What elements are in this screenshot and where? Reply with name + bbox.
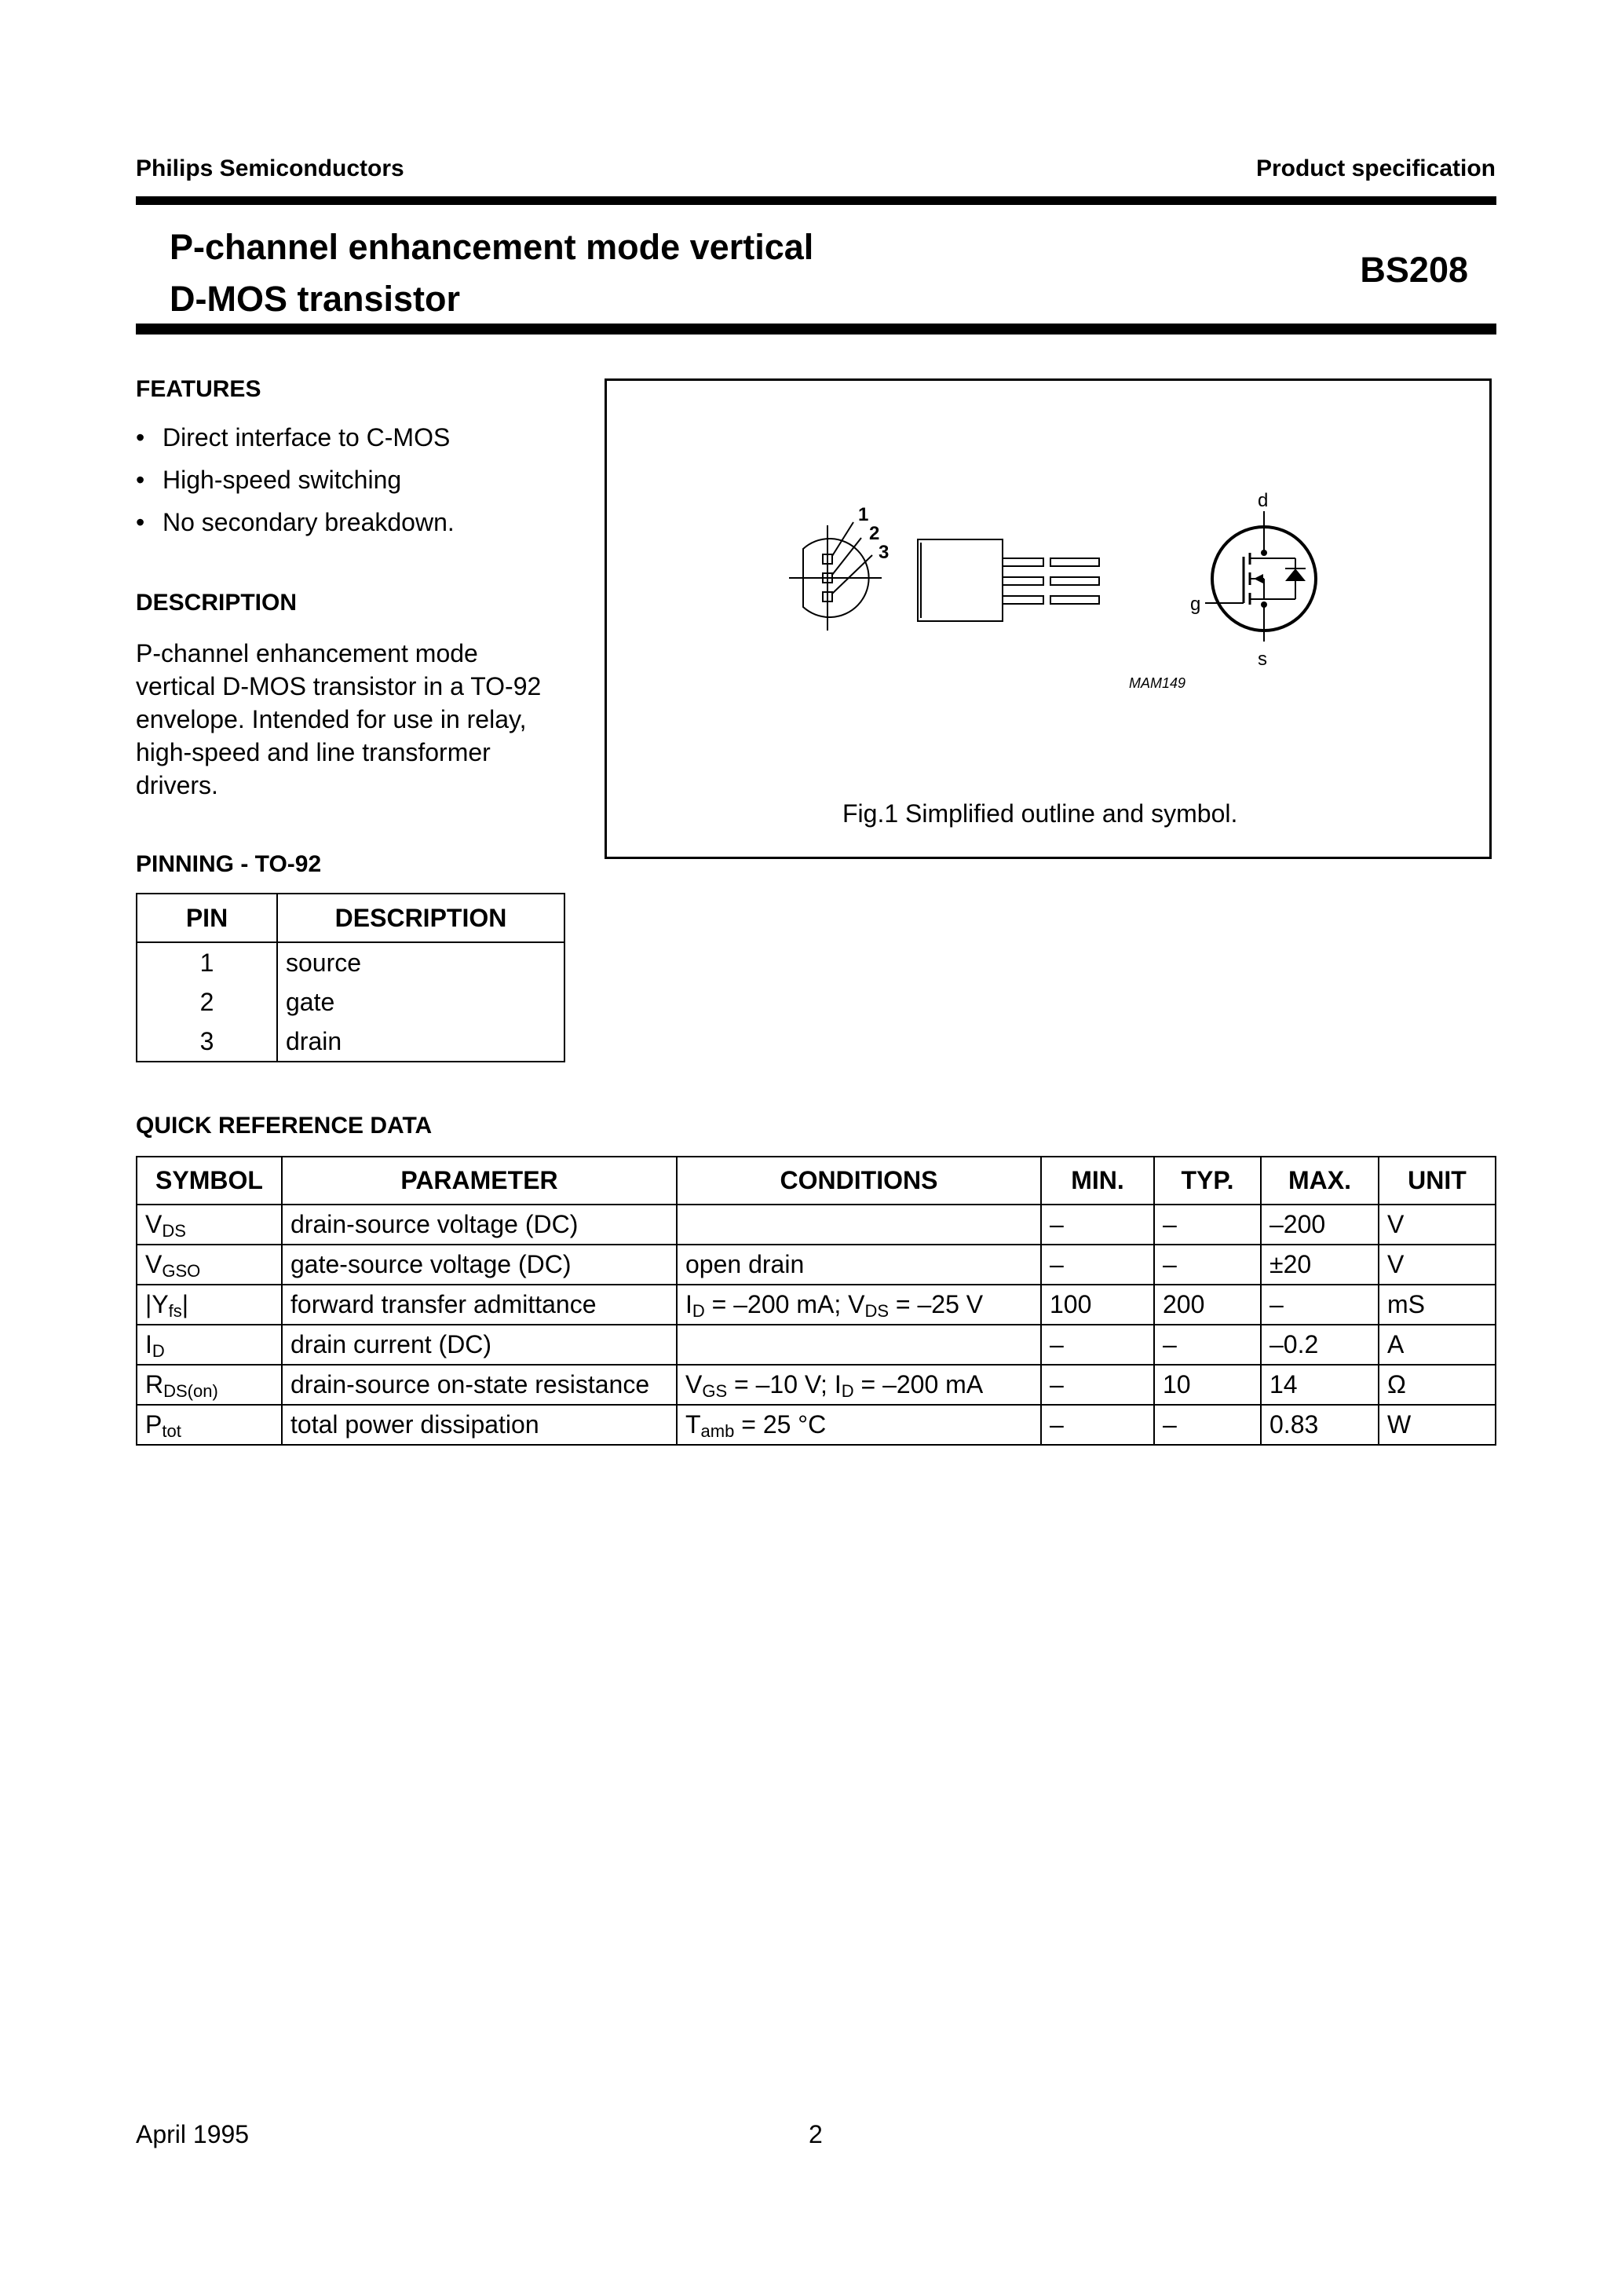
- pinning-heading: PINNING - TO-92: [136, 851, 322, 877]
- unit-cell: Ω: [1379, 1365, 1496, 1405]
- figure-box: [605, 378, 1492, 859]
- description-heading: DESCRIPTION: [136, 590, 298, 616]
- symbol-cell: $P_{tot}$: [137, 1405, 282, 1445]
- symbol-cell: $R_{DS(on)}$: [137, 1365, 282, 1405]
- pinning-table: [136, 893, 565, 1062]
- pin-column-header: PIN: [137, 894, 277, 942]
- document-type: Product specification: [1255, 155, 1496, 181]
- conditions-cell: $I_D = -200$ mA; $V_{DS} = -25$ V: [677, 1285, 1041, 1325]
- pin-label-2: 2: [869, 523, 880, 544]
- parameter-cell: total power dissipation: [282, 1405, 677, 1445]
- typ-cell: 10: [1154, 1365, 1261, 1405]
- description-text: [136, 637, 541, 802]
- pin-description: drain: [277, 1022, 564, 1062]
- table-row: [137, 1325, 1496, 1365]
- parameter-cell: gate-source voltage (DC): [282, 1245, 677, 1285]
- description-line: drivers.: [136, 771, 218, 799]
- header-rule-bottom: [136, 324, 1496, 335]
- title-line-2: D-MOS transistor: [170, 279, 461, 319]
- pin-label-3: 3: [879, 542, 890, 563]
- max-cell: –0.2: [1261, 1325, 1379, 1365]
- diode-triangle: [1285, 569, 1306, 581]
- company-name: Philips Semiconductors: [136, 155, 404, 181]
- unit-cell: mS: [1379, 1285, 1496, 1325]
- quick-reference-heading: QUICK REFERENCE DATA: [136, 1113, 433, 1139]
- parameter-cell: forward transfer admittance: [282, 1285, 677, 1325]
- table-row: [137, 1205, 1496, 1245]
- column-header: MAX.: [1261, 1157, 1379, 1205]
- unit-cell: V: [1379, 1245, 1496, 1285]
- table-row: [137, 942, 564, 982]
- parameter-cell: drain-source voltage (DC): [282, 1205, 677, 1245]
- unit-cell: A: [1379, 1325, 1496, 1365]
- column-header: MIN.: [1041, 1157, 1154, 1205]
- max-cell: –: [1261, 1285, 1379, 1325]
- typ-cell: –: [1154, 1205, 1261, 1245]
- parameter-cell: drain current (DC): [282, 1325, 677, 1365]
- max-cell: 14: [1261, 1365, 1379, 1405]
- table-row: [137, 1285, 1496, 1325]
- title-line-1: P-channel enhancement mode vertical: [170, 227, 814, 267]
- mosfet-arrow: [1254, 574, 1263, 583]
- conditions-cell: $T_{amb} = 25$ °C: [677, 1405, 1041, 1445]
- pin-description: source: [277, 942, 564, 982]
- quick-reference-header-row: [137, 1157, 1496, 1205]
- drain-label: d: [1258, 490, 1269, 511]
- min-cell: –: [1041, 1205, 1154, 1245]
- outline-and-symbol-drawing: [607, 381, 1489, 857]
- pin-number: 3: [137, 1022, 277, 1062]
- features-list: [136, 416, 455, 543]
- conditions-cell: [677, 1325, 1041, 1365]
- description-line: high-speed and line transformer: [136, 738, 491, 766]
- typ-cell: –: [1154, 1245, 1261, 1285]
- typ-cell: –: [1154, 1405, 1261, 1445]
- column-header: SYMBOL: [137, 1157, 282, 1205]
- parameter-cell: drain-source on-state resistance: [282, 1365, 677, 1405]
- max-cell: –200: [1261, 1205, 1379, 1245]
- typ-cell: –: [1154, 1325, 1261, 1365]
- min-cell: –: [1041, 1365, 1154, 1405]
- description-column-header: DESCRIPTION: [277, 894, 564, 942]
- features-heading: FEATURES: [136, 376, 261, 402]
- symbol-cell: $V_{DS}$: [137, 1205, 282, 1245]
- table-row: [137, 1365, 1496, 1405]
- column-header: UNIT: [1379, 1157, 1496, 1205]
- conditions-cell: open drain: [677, 1245, 1041, 1285]
- pin-number: 2: [137, 982, 277, 1022]
- column-header: TYP.: [1154, 1157, 1261, 1205]
- to92-bottom-view: [789, 522, 882, 631]
- description-line: vertical D-MOS transistor in a TO-92: [136, 672, 542, 700]
- symbol-cell: $|Y_{fs}|$: [137, 1285, 282, 1325]
- min-cell: –: [1041, 1405, 1154, 1445]
- column-header: CONDITIONS: [677, 1157, 1041, 1205]
- description-line: envelope. Intended for use in relay,: [136, 705, 527, 733]
- min-cell: 100: [1041, 1285, 1154, 1325]
- typ-cell: 200: [1154, 1285, 1261, 1325]
- unit-cell: V: [1379, 1205, 1496, 1245]
- description-line: P-channel enhancement mode: [136, 639, 478, 667]
- symbol-cell: $I_D$: [137, 1325, 282, 1365]
- max-cell: ±20: [1261, 1245, 1379, 1285]
- pin-label-1: 1: [858, 504, 869, 525]
- quick-reference-table: [136, 1156, 1496, 1446]
- source-label: s: [1258, 649, 1267, 670]
- to92-side-view: [918, 539, 1099, 621]
- min-cell: –: [1041, 1325, 1154, 1365]
- column-header: PARAMETER: [282, 1157, 677, 1205]
- feature-item: • Direct interface to C-MOS: [136, 416, 455, 459]
- part-number: BS208: [1360, 250, 1468, 290]
- page-number: 2: [809, 2120, 823, 2148]
- min-cell: –: [1041, 1245, 1154, 1285]
- header-rule-top: [136, 196, 1496, 205]
- conditions-cell: [677, 1205, 1041, 1245]
- pin-number: 1: [137, 942, 277, 982]
- pin-description: gate: [277, 982, 564, 1022]
- page-title: [170, 221, 813, 325]
- feature-item: • No secondary breakdown.: [136, 501, 455, 543]
- figure-caption: Fig.1 Simplified outline and symbol.: [842, 799, 1238, 828]
- table-row: [137, 982, 564, 1022]
- pinning-header-row: [137, 894, 564, 942]
- table-row: [137, 1245, 1496, 1285]
- footer-date: April 1995: [136, 2120, 250, 2148]
- conditions-cell: $V_{GS} = -10$ V; $I_D = -200$ mA: [677, 1365, 1041, 1405]
- gate-label: g: [1190, 594, 1201, 615]
- table-row: [137, 1022, 564, 1062]
- unit-cell: W: [1379, 1405, 1496, 1445]
- drawing-code: MAM149: [1129, 675, 1186, 691]
- symbol-cell: $V_{GSO}$: [137, 1245, 282, 1285]
- feature-item: • High-speed switching: [136, 459, 455, 501]
- max-cell: 0.83: [1261, 1405, 1379, 1445]
- table-row: [137, 1405, 1496, 1445]
